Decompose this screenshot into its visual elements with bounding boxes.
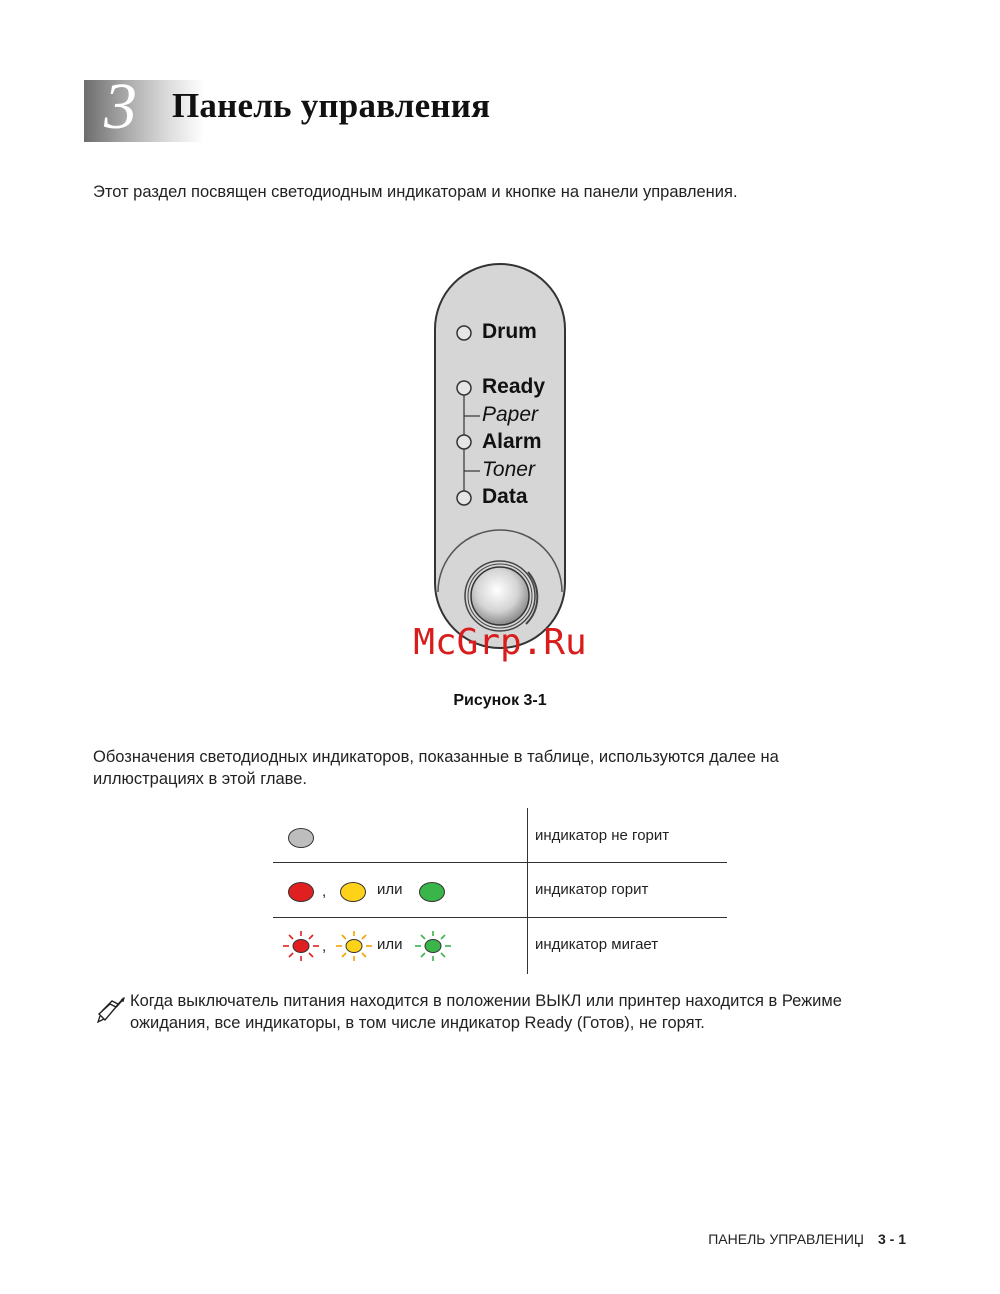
ready-led [457, 381, 471, 395]
row-divider [273, 917, 727, 918]
chapter-title: Панель управления [172, 86, 491, 125]
data-label: Data [482, 485, 528, 508]
legend-description-off: индикатор не горит [535, 827, 670, 844]
led-red-icon [288, 882, 314, 902]
row-divider [273, 862, 727, 863]
led-legend-table [273, 808, 727, 974]
chapter-number: 3 [104, 70, 137, 143]
alarm-led [457, 435, 471, 449]
led-yellow-blinking-icon [334, 930, 374, 962]
legend-description-blinking: индикатор мигает [535, 936, 659, 953]
comma-separator: , [322, 938, 327, 955]
control-panel-figure [430, 262, 570, 652]
intro-text: Этот раздел посвящен светодиодным индикаторам и кнопке на панели управления. [93, 183, 738, 201]
or-text: или [377, 936, 403, 953]
footer-section: ПАНЕЛЬ УПРАВЛЕНИЏ [708, 1231, 864, 1247]
led-off-icon [288, 828, 314, 848]
column-divider [527, 808, 528, 974]
note-pencil-icon [96, 996, 126, 1024]
page-number: 3 - 1 [877, 1231, 906, 1247]
legend-intro-paragraph: Обозначения светодиодных индикаторов, показанные в таблице, используются далее на иллюстрациях в этой главе. [93, 748, 779, 788]
watermark: McGrp.Ru [413, 622, 587, 663]
led-yellow-icon [340, 882, 366, 902]
drum-led [457, 326, 471, 340]
paper-label: Paper [482, 403, 539, 426]
led-red-blinking-icon [281, 930, 321, 962]
legend-description-on: индикатор горит [535, 881, 649, 898]
led-green-blinking-icon [413, 930, 453, 962]
alarm-label: Alarm [482, 430, 542, 453]
note-text: Когда выключатель питания находится в положении ВЫКЛ или принтер находится в Режиме ожидания, все индикаторы, в том числе индикатор Ready (Готов), не горят. [130, 992, 842, 1032]
toner-label: Toner [482, 458, 535, 481]
comma-separator: , [322, 883, 327, 900]
ready-label: Ready [482, 375, 546, 398]
data-led [457, 491, 471, 505]
led-green-icon [419, 882, 445, 902]
or-text: или [377, 881, 403, 898]
drum-label: Drum [482, 320, 537, 343]
page-footer [708, 1231, 906, 1247]
figure-caption: Рисунок 3-1 [453, 692, 547, 709]
